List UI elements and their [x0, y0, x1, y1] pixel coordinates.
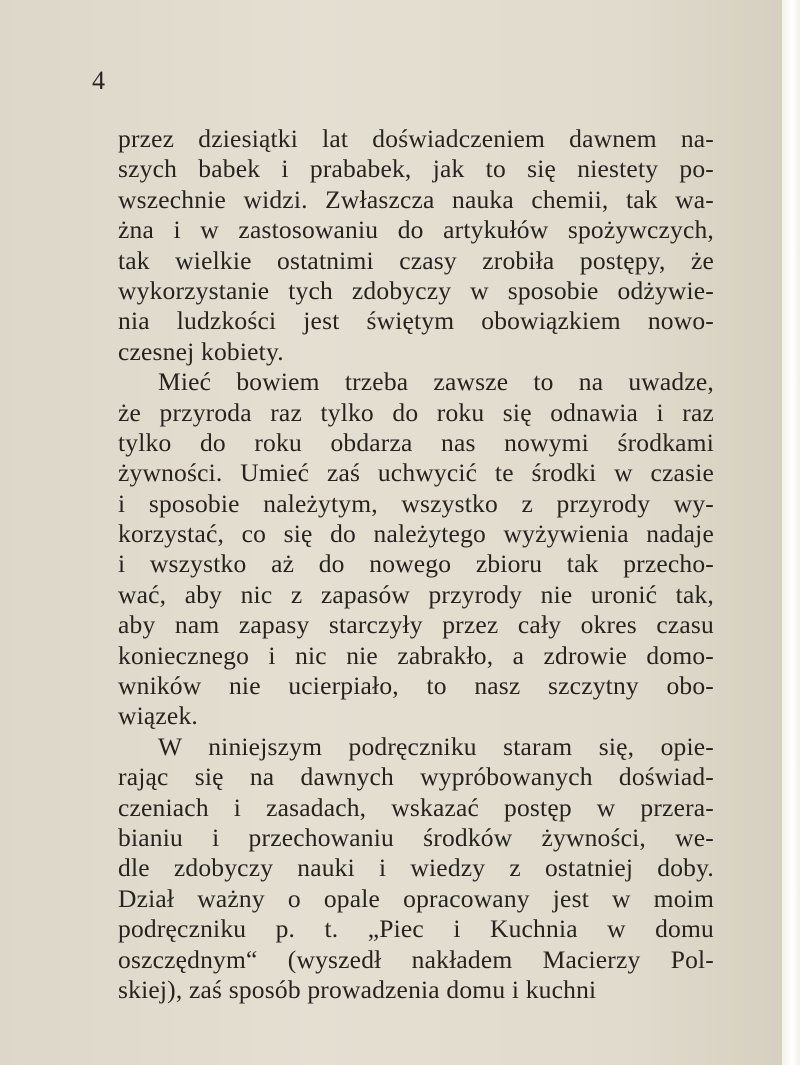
text-line: wykorzystanie tych zdobyczy w sposobie odżywie- [118, 275, 714, 305]
text-line: bianiu i przechowaniu środków żywności, we- [118, 822, 714, 852]
text-line: szych babek i prababek, jak to się niestety po- [118, 154, 714, 184]
text-line: skiej), zaś sposób prowadzenia domu i kuchni [118, 974, 597, 1004]
text-line: wników nie ucierpiało, to nasz szczytny obo- [118, 671, 714, 701]
paragraph [118, 367, 714, 732]
text-line: wszechnie widzi. Zwłaszcza nauka chemii, tak wa- [118, 184, 714, 214]
text-line: czeniach i zasadach, wskazać postęp w przera- [118, 792, 714, 822]
text-line: dle zdobyczy nauki i wiedzy z ostatniej doby. [118, 853, 714, 883]
body-text [118, 124, 714, 1005]
text-line: czesnej kobiety. [118, 336, 284, 366]
text-line: i sposobie należytym, wszystko z przyrody wy- [118, 488, 714, 518]
text-line: żywności. Umieć zaś uchwycić te środki w czasie [118, 458, 714, 488]
text-line: żna i w zastosowaniu do artykułów spożywczych, [118, 215, 714, 245]
text-line: aby nam zapasy starczyły przez cały okres czasu [118, 610, 714, 640]
text-line: wać, aby nic z zapasów przyrody nie uronić tak, [118, 579, 714, 609]
text-line: Dział ważny o opale opracowany jest w moim [118, 883, 714, 913]
text-line: koniecznego i nic nie zabrakło, a zdrowie domo- [118, 640, 714, 670]
text-line: rając się na dawnych wypróbowanych doświad- [118, 762, 714, 792]
text-line: nia ludzkości jest świętym obowiązkiem nowo- [118, 306, 714, 336]
paragraph [118, 732, 714, 1006]
text-line: przez dziesiątki lat doświadczeniem dawnem na- [118, 124, 714, 153]
text-line: i wszystko aż do nowego zbioru tak przecho- [118, 549, 714, 579]
page-edge [782, 0, 800, 1065]
text-line: tylko do roku obdarza nas nowymi środkami [118, 427, 714, 457]
text-line: Mieć bowiem trzeba zawsze to na uwadze, [158, 367, 714, 397]
paragraph [118, 124, 714, 367]
page-number: 4 [92, 66, 105, 95]
text-line: korzystać, co się do należytego wyżywienia nadaje [118, 519, 714, 549]
text-line: że przyroda raz tylko do roku się odnawia i raz [118, 397, 714, 427]
text-line: tak wielkie ostatnimi czasy zrobiła postępy, że [118, 245, 714, 275]
text-line: wiązek. [118, 701, 198, 731]
text-line: podręczniku p. t. „Piec i Kuchnia w domu [118, 914, 714, 944]
text-line: W niniejszym podręczniku staram się, opie- [158, 731, 714, 761]
text-line: oszczędnym“ (wyszedł nakładem Macierzy Pol- [118, 944, 714, 974]
